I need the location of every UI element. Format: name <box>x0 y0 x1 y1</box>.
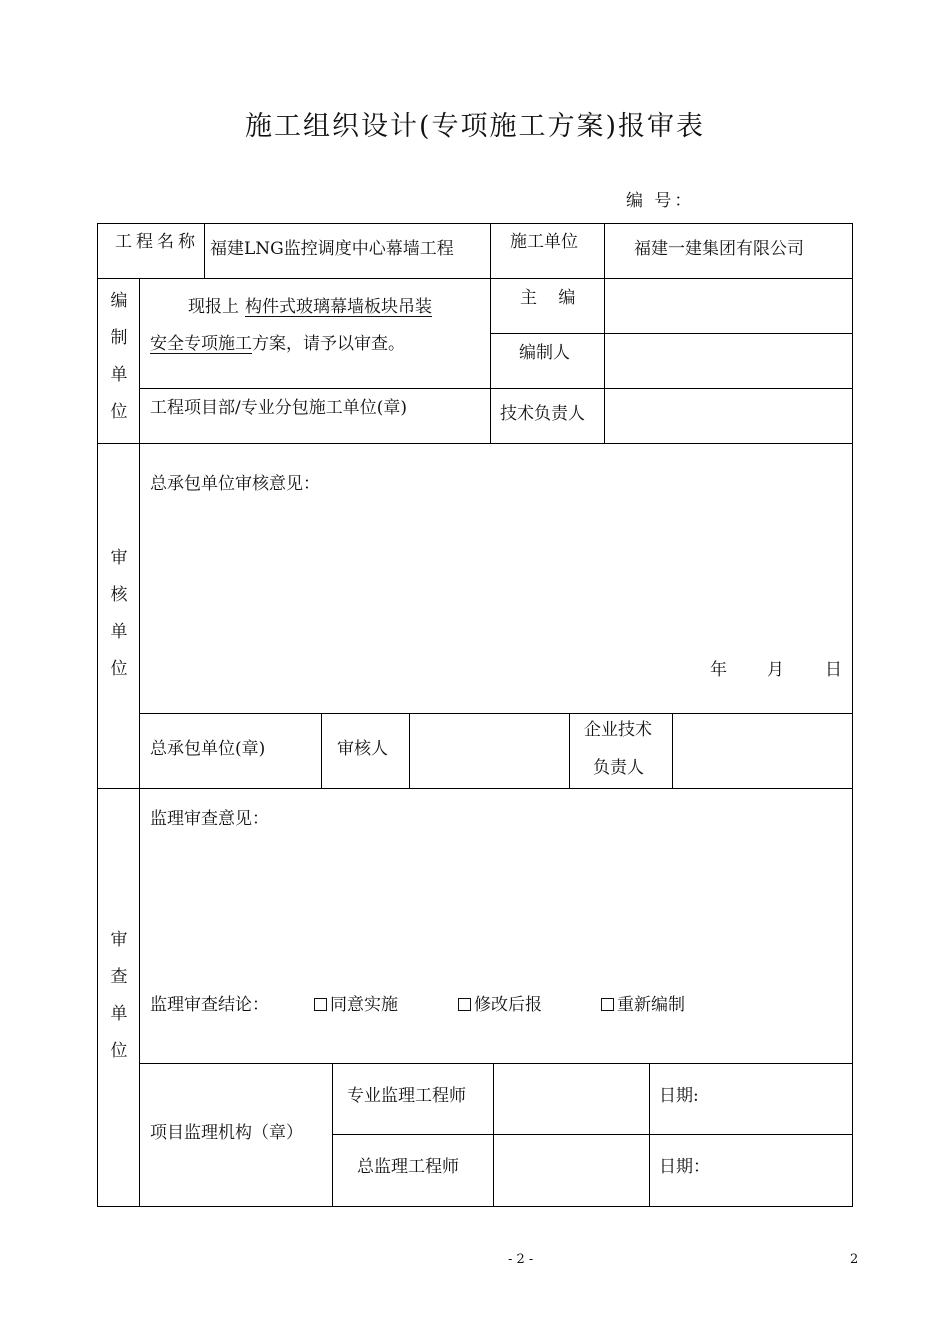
reviewer-field[interactable] <box>411 715 568 787</box>
report-statement-line1: 现报上 构件式玻璃幕墙板块吊装 <box>188 297 432 317</box>
chief-editor-field[interactable] <box>606 280 851 332</box>
tech-lead-label: 技术负责人 <box>500 404 585 424</box>
chief-engineer-label: 总监理工程师 <box>357 1157 459 1177</box>
tech-lead-field[interactable] <box>606 390 851 442</box>
review-date-month: 月 <box>767 660 784 680</box>
option-approve[interactable]: 同意实施 <box>314 997 398 1014</box>
review-unit-side-label: 审 核 单 位 <box>110 548 128 679</box>
construction-unit-value: 福建一建集团有限公司 <box>634 239 804 259</box>
page-number-right: 2 <box>850 1252 859 1267</box>
compile-seal-label: 工程项目部/专业分包施工单位(章) <box>150 398 407 418</box>
option-recompile[interactable]: 重新编制 <box>601 997 685 1014</box>
project-name-label: 工程名称 <box>115 232 199 252</box>
review-opinion-label: 总承包单位审核意见： <box>150 474 320 494</box>
compiler-field[interactable] <box>606 335 851 387</box>
supervision-opinion-field[interactable] <box>145 840 845 980</box>
chief-engineer-field[interactable] <box>495 1136 648 1205</box>
enterprise-tech-field[interactable] <box>674 715 851 787</box>
supervision-conclusion-label: 监理审查结论： <box>150 995 269 1015</box>
page-title: 施工组织设计(专项施工方案)报审表 <box>244 111 706 142</box>
contractor-seal-label: 总承包单位(章) <box>150 739 266 759</box>
supervision-opinion-label: 监理审查意见： <box>150 809 269 829</box>
option-revise[interactable]: 修改后报 <box>458 997 542 1014</box>
page-number-center: - 2 - <box>508 1252 534 1267</box>
report-subject-line1: 构件式玻璃幕墙板块吊装 <box>245 297 432 317</box>
report-statement-line2: 安全专项施工方案，请予以审查。 <box>150 334 405 354</box>
review-date-day: 日 <box>825 660 842 680</box>
supervision-unit-side-label: 审 查 单 位 <box>110 930 128 1061</box>
report-subject-line2: 安全专项施工 <box>150 334 252 354</box>
chief-engineer-date-label: 日期： <box>659 1157 710 1177</box>
review-date-year: 年 <box>710 660 727 680</box>
review-opinion-field[interactable] <box>145 505 845 650</box>
recompile-checkbox[interactable] <box>601 998 614 1011</box>
approve-checkbox[interactable] <box>314 998 327 1011</box>
compile-unit-side-label: 编 制 单 位 <box>110 291 128 422</box>
revise-checkbox[interactable] <box>458 998 471 1011</box>
compiler-label: 编制人 <box>519 343 570 363</box>
specialist-engineer-field[interactable] <box>495 1065 648 1133</box>
serial-number-label <box>626 186 703 211</box>
chief-editor-label: 主 编 <box>520 288 584 308</box>
construction-unit-label: 施工单位 <box>510 232 578 252</box>
enterprise-tech-label-line1: 企业技术 <box>584 720 652 740</box>
serial-label: 编 号： <box>626 191 695 211</box>
reviewer-label: 审核人 <box>337 739 388 759</box>
specialist-engineer-date-label: 日期: <box>659 1086 699 1106</box>
supervision-org-label: 项目监理机构（章） <box>150 1123 303 1143</box>
project-name-value: 福建LNG监控调度中心幕墙工程 <box>210 239 454 259</box>
enterprise-tech-label-line2: 负责人 <box>593 758 644 778</box>
specialist-engineer-label: 专业监理工程师 <box>347 1086 466 1106</box>
